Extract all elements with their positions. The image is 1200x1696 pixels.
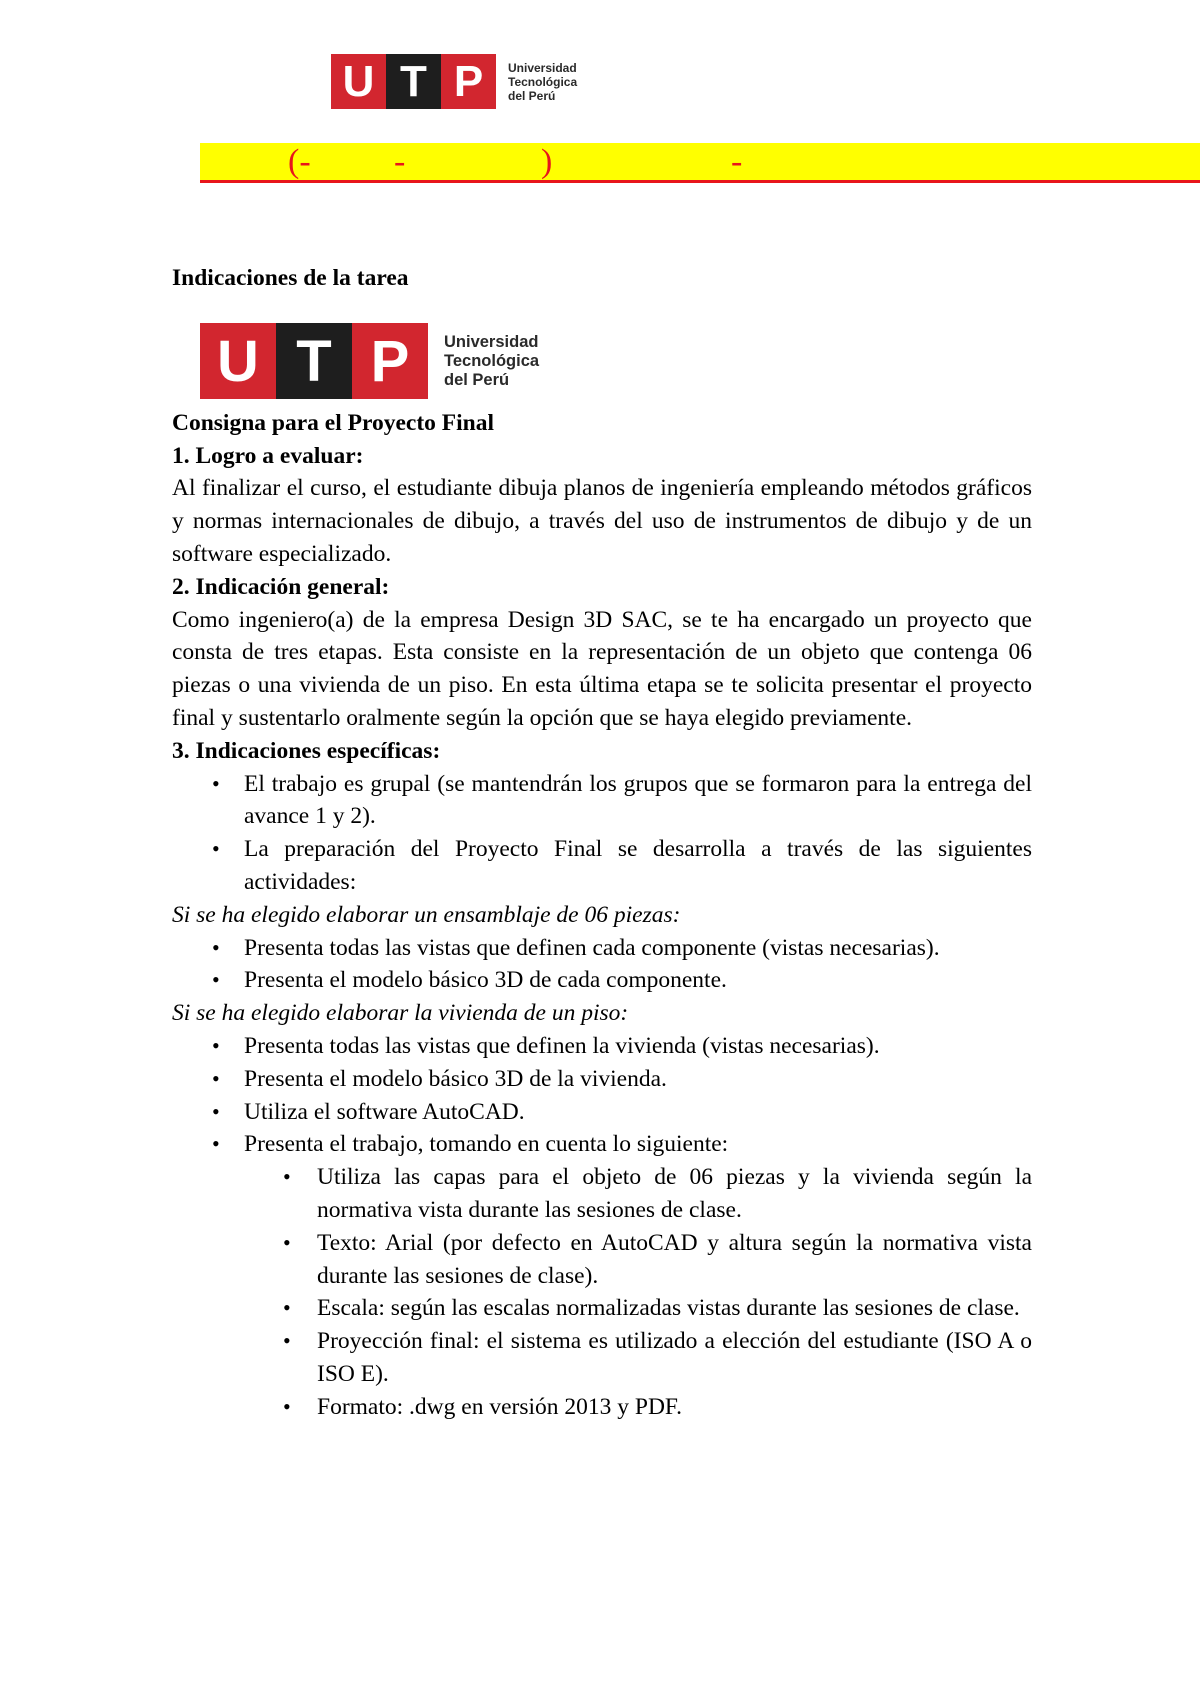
utp-logo-header — [331, 54, 577, 109]
logo-letter-p: P — [352, 323, 428, 399]
section2-text: Como ingeniero(a) de la empresa Design 3D SAC, se te ha encargado un proyecto que consta de tres etapas. Esta consiste en la representación de un objeto que contenga 06 piezas o una vivienda de un piso. En esta última etapa se te solicita presentar el proyecto final y sustentarlo oralmente según la opción que se haya elegido previamente. — [172, 606, 1032, 731]
option-pieces-list — [172, 932, 1032, 998]
logo-name-line: del Perú — [444, 370, 510, 389]
logo-letter-u: U — [200, 323, 276, 399]
project-title: Consigna para el Proyecto Final — [172, 409, 495, 436]
section1-text: Al finalizar el curso, el estudiante dibuja planos de ingeniería empleando métodos gráficos y normas internacionales de dibujo, a través del uso de instrumentos de dibujo y de un software especializado. — [172, 475, 1032, 567]
logo-university-name — [508, 61, 577, 103]
header-band — [200, 143, 1200, 183]
logo-name-line: Universidad — [444, 332, 539, 351]
list-item: • Texto: Arial (por defecto en AutoCAD y altura según la normativa vista durante las sesiones de clase). — [172, 1227, 1032, 1293]
list-item: • Utiliza el software AutoCAD. — [172, 1096, 1032, 1129]
list-item: • Formato: .dwg en versión 2013 y PDF. — [172, 1391, 1032, 1424]
section2-heading: 2. Indicación general: — [172, 573, 390, 600]
list-item: • La preparación del Proyecto Final se desarrolla a través de las siguientes actividades: — [172, 833, 1032, 899]
section3-heading: 3. Indicaciones específicas: — [172, 737, 441, 764]
section1-heading: 1. Logro a evaluar: — [172, 442, 364, 469]
list-item: • Proyección final: el sistema es utilizado a elección del estudiante (ISO A o ISO E). — [172, 1325, 1032, 1391]
logo-name-line: Tecnológica — [444, 351, 540, 370]
logo-name-line: Tecnológica — [508, 74, 578, 89]
list-item: • Presenta el modelo básico 3D de cada componente. — [172, 964, 1032, 997]
list-item: • Escala: según las escalas normalizadas vistas durante las sesiones de clase. — [172, 1292, 1032, 1325]
logo-name-line: Universidad — [508, 60, 577, 75]
task-heading: Indicaciones de la tarea — [172, 265, 409, 291]
list-item: • Presenta todas las vistas que definen la vivienda (vistas necesarias). — [172, 1030, 1032, 1063]
option-house-list — [172, 1030, 1032, 1161]
logo-letter-p: P — [441, 54, 496, 109]
list-item: • Utiliza las capas para el objeto de 06 piezas y la vivienda según la normativa vista durante las sesiones de clase. — [172, 1161, 1032, 1227]
list-item: • Presenta el modelo básico 3D de la vivienda. — [172, 1063, 1032, 1096]
presentation-requirements-list — [172, 1161, 1032, 1423]
band-mark: - — [731, 143, 743, 180]
intro-bullet-list — [172, 768, 1032, 899]
logo-letter-u: U — [331, 54, 386, 109]
logo-name-line: del Perú — [508, 88, 556, 103]
band-mark: - — [394, 143, 406, 180]
list-item: • Presenta todas las vistas que definen cada componente (vistas necesarias). — [172, 932, 1032, 965]
list-item: • Presenta el trabajo, tomando en cuenta lo siguiente: — [172, 1128, 1032, 1161]
option-pieces-label: Si se ha elegido elaborar un ensamblaje de 06 piezas: — [172, 901, 681, 928]
list-item: • El trabajo es grupal (se mantendrán los grupos que se formaron para la entrega del avance 1 y 2). — [172, 768, 1032, 834]
band-mark: (- — [288, 143, 311, 180]
option-house-label: Si se ha elegido elaborar la vivienda de un piso: — [172, 1000, 629, 1027]
logo-letter-blocks — [331, 54, 496, 109]
band-mark: ) — [541, 143, 553, 180]
logo-letter-t: T — [276, 323, 352, 399]
logo-letter-t: T — [386, 54, 441, 109]
document-body — [172, 262, 1032, 1424]
